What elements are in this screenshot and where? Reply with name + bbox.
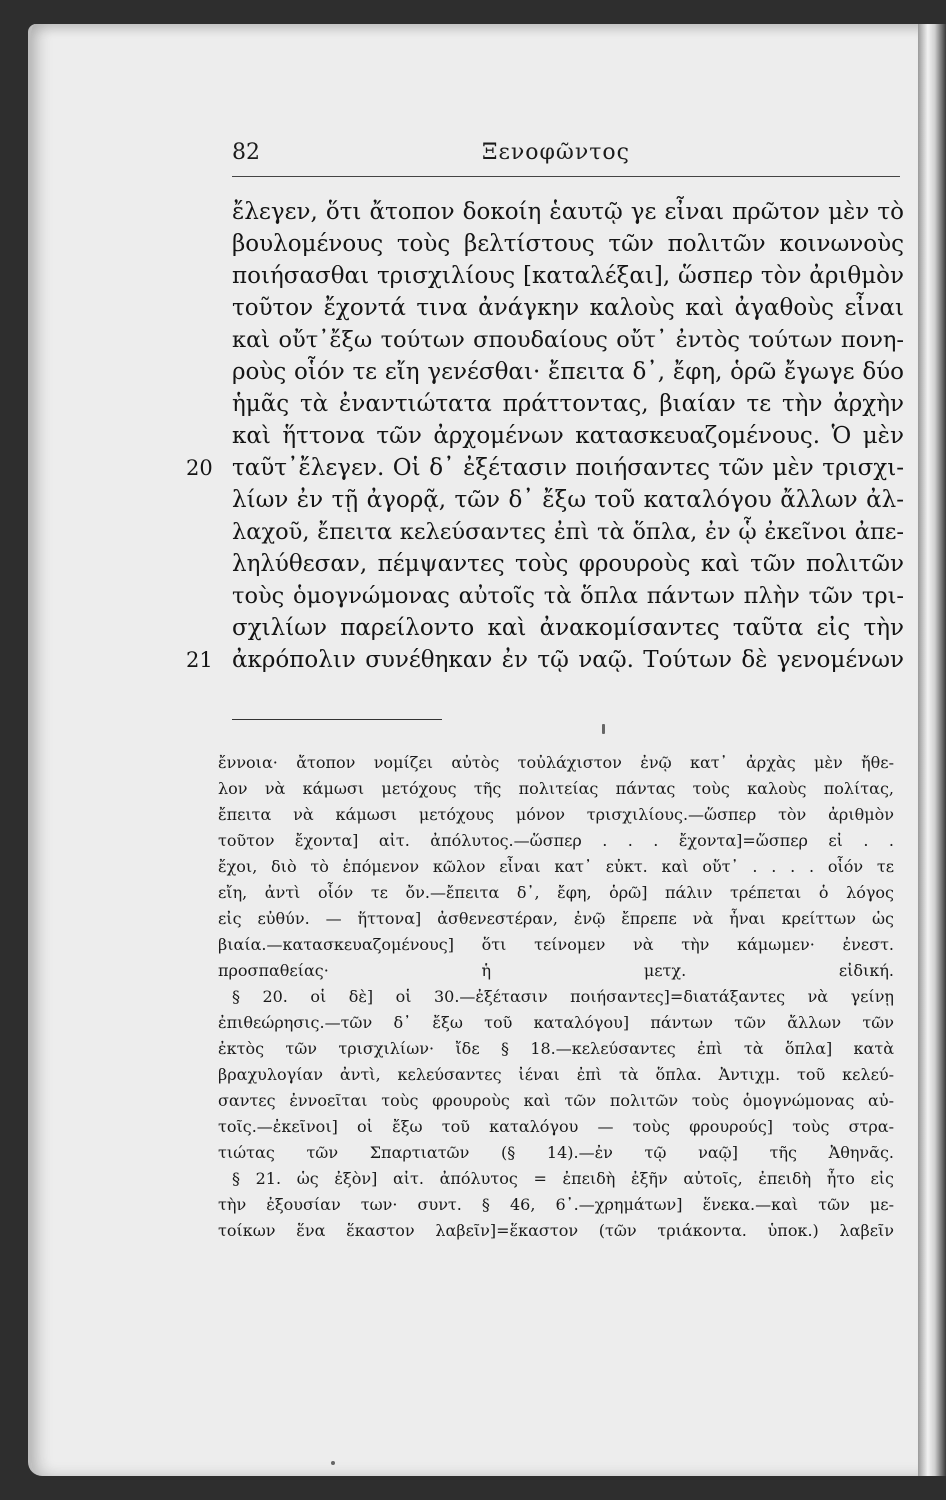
text-line bbox=[186, 388, 906, 420]
text-line bbox=[186, 228, 906, 260]
note-line: εἰς εὐθύν. — ἥττονα] ἀσθενεστέραν, ἐνῷ ἔπρεπε νὰ ἦναι κρείττων ὡς bbox=[218, 909, 894, 928]
section-number: 21 bbox=[186, 648, 213, 672]
text-line-content: ταῦτ᾽ἔλεγεν. Οἱ δ᾽ ἐξέτασιν ποιήσαντες τῶν μὲν τρισχι- bbox=[232, 455, 904, 481]
note-line: τὴν ἐξουσίαν των· συντ. § 46, 6᾽.—χρημάτων] ἕνεκα.—καὶ τῶν με- bbox=[218, 1195, 894, 1214]
text-line-content: ροὺς οἷόν τε εἴη γενέσθαι· ἔπειτα δ᾽, ἔφη, ὁρῶ ἔγωγε δύο bbox=[232, 359, 904, 385]
note-line: τοῦτον ἔχοντα] αἰτ. ἀπόλυτος.—ὥσπερ . . . ἔχοντα]=ὥσπερ εἰ . . bbox=[218, 831, 894, 850]
text-line bbox=[186, 644, 906, 676]
note-line: ἔπειτα νὰ κάμωσι μετόχους μόνον τρισχιλίους.—ὥσπερ τὸν ἀριθμὸν bbox=[218, 805, 894, 824]
text-line-content: ἀκρόπολιν συνέθηκαν ἐν τῷ ναῷ. Τούτων δὲ γενομένων bbox=[232, 647, 904, 673]
note-line: λον νὰ κάμωσι μετόχους τῆς πολιτείας πάντας τοὺς καλοὺς πολίτας, bbox=[218, 779, 894, 798]
text-line-content: καὶ ἥττονα τῶν ἀρχομένων κατασκευαζομένους. Ὁ μὲν bbox=[232, 423, 904, 449]
book-spine-edge bbox=[918, 24, 946, 1476]
text-line bbox=[186, 356, 906, 388]
note-line: ἐπιθεώρησις.—τῶν δ᾽ ἔξω τοῦ καταλόγου] πάντων τῶν ἄλλων τῶν bbox=[218, 1013, 894, 1032]
ink-speck bbox=[331, 1461, 335, 1465]
text-line bbox=[186, 580, 906, 612]
note-line: ἔννοια· ἄτοπον νομίζει αὐτὸς τοὐλάχιστον ἐνῷ κατ᾽ ἀρχὰς μὲν ἤθε- bbox=[218, 753, 894, 772]
note-line: τιώτας τῶν Σπαρτιατῶν (§ 14).—ἐν τῷ ναῷ] τῆς Ἀθηνᾶς. bbox=[218, 1143, 894, 1162]
text-line-content: ποιήσασθαι τρισχιλίους [καταλέξαι], ὥσπερ τὸν ἀριθμὸν bbox=[232, 263, 904, 289]
commentary-notes bbox=[218, 750, 894, 1244]
note-line: ἔχοι, διὸ τὸ ἑπόμενον κῶλον εἶναι κατ᾽ εὐκτ. καὶ οὔτ᾽ . . . . οἷόν τε bbox=[218, 857, 894, 876]
text-line-content: σχιλίων παρείλοντο καὶ ἀνακομίσαντες ταῦτα εἰς τὴν bbox=[232, 615, 904, 641]
text-line bbox=[186, 612, 906, 644]
note-line: βραχυλογίαν ἀντὶ, κελεύσαντες ἰέναι ἐπὶ τὰ ὅπλα. Ἀντιχμ. τοῦ κελεύ- bbox=[218, 1065, 894, 1084]
note-line: § 21. ὡς ἐξὸν] αἰτ. ἀπόλυτος = ἐπειδὴ ἐξῆν αὐτοῖς, ἐπειδὴ ἦτο εἰς bbox=[232, 1169, 894, 1188]
text-line-content: τοὺς ὁμογνώμονας αὐτοῖς τὰ ὅπλα πάντων πλὴν τῶν τρι- bbox=[232, 583, 904, 609]
running-title: Ξενοφῶντος bbox=[482, 140, 630, 165]
note-line: τοῖς.—ἐκεῖνοι] οἱ ἔξω τοῦ καταλόγου — τοὺς φρουρούς] τοὺς στρα- bbox=[218, 1117, 894, 1136]
text-line bbox=[186, 484, 906, 516]
text-line-content: ἔλεγεν, ὅτι ἄτοπον δοκοίη ἑαυτῷ γε εἶναι πρῶτον μὲν τὸ bbox=[232, 199, 904, 225]
text-line bbox=[186, 452, 906, 484]
text-line-content: λίων ἐν τῇ ἀγορᾷ, τῶν δ᾽ ἔξω τοῦ καταλόγου ἄλλων ἀλ- bbox=[232, 487, 904, 513]
note-line: σαντες ἐννοεῖται τοὺς φρουροὺς καὶ τῶν πολιτῶν τοὺς ὁμογνώμονας αὐ- bbox=[218, 1091, 894, 1110]
note-line: προσπαθείας· ἡ μετχ. εἰδική. bbox=[218, 961, 894, 980]
note-line: βιαία.—κατασκευαζομένους] ὅτι τείνομεν νὰ τὴν κάμωμεν· ἐνεστ. bbox=[218, 935, 894, 954]
page-header bbox=[232, 140, 900, 177]
footnote-separator bbox=[232, 719, 442, 720]
text-line-content: ληλύθεσαν, πέμψαντες τοὺς φρουροὺς καὶ τῶν πολιτῶν bbox=[232, 551, 904, 577]
text-line bbox=[186, 324, 906, 356]
main-text-block bbox=[186, 196, 906, 676]
text-line-content: βουλομένους τοὺς βελτίστους τῶν πολιτῶν κοινωνοὺς bbox=[232, 231, 904, 257]
text-line-content: ἡμᾶς τὰ ἐναντιώτατα πράττοντας, βιαίαν τε τὴν ἀρχὴν bbox=[232, 391, 904, 417]
text-line bbox=[186, 196, 906, 228]
ink-mark bbox=[602, 724, 605, 734]
note-line: τοίκων ἕνα ἕκαστον λαβεῖν]=ἕκαστον (τῶν τριάκοντα. ὑποκ.) λαβεῖν bbox=[218, 1221, 894, 1240]
text-line-content: καὶ οὔτ᾽ἔξω τούτων σπουδαίους οὔτ᾽ ἐντὸς τούτων πονη- bbox=[232, 327, 904, 353]
page-number: 82 bbox=[232, 140, 260, 165]
text-line bbox=[186, 260, 906, 292]
text-line bbox=[186, 420, 906, 452]
text-line bbox=[186, 548, 906, 580]
text-line bbox=[186, 292, 906, 324]
note-line: § 20. οἱ δὲ] οἱ 30.—ἐξέτασιν ποιήσαντες]=διατάξαντες νὰ γείνῃ bbox=[232, 987, 894, 1006]
note-line: ἐκτὸς τῶν τρισχιλίων· ἴδε § 18.—κελεύσαντες ἐπὶ τὰ ὅπλα] κατὰ bbox=[218, 1039, 894, 1058]
section-number: 20 bbox=[186, 456, 213, 480]
note-line: εἴη, ἀντὶ οἷόν τε ὄν.—ἔπειτα δ᾽, ἔφη, ὁρῶ] πάλιν τρέπεται ὁ λόγος bbox=[218, 883, 894, 902]
text-line-content: λαχοῦ, ἔπειτα κελεύσαντες ἐπὶ τὰ ὅπλα, ἐν ᾧ ἐκεῖνοι ἀπε- bbox=[232, 519, 904, 545]
text-line-content: τοῦτον ἔχοντά τινα ἀνάγκην καλοὺς καὶ ἀγαθοὺς εἶναι bbox=[232, 295, 904, 321]
text-line bbox=[186, 516, 906, 548]
